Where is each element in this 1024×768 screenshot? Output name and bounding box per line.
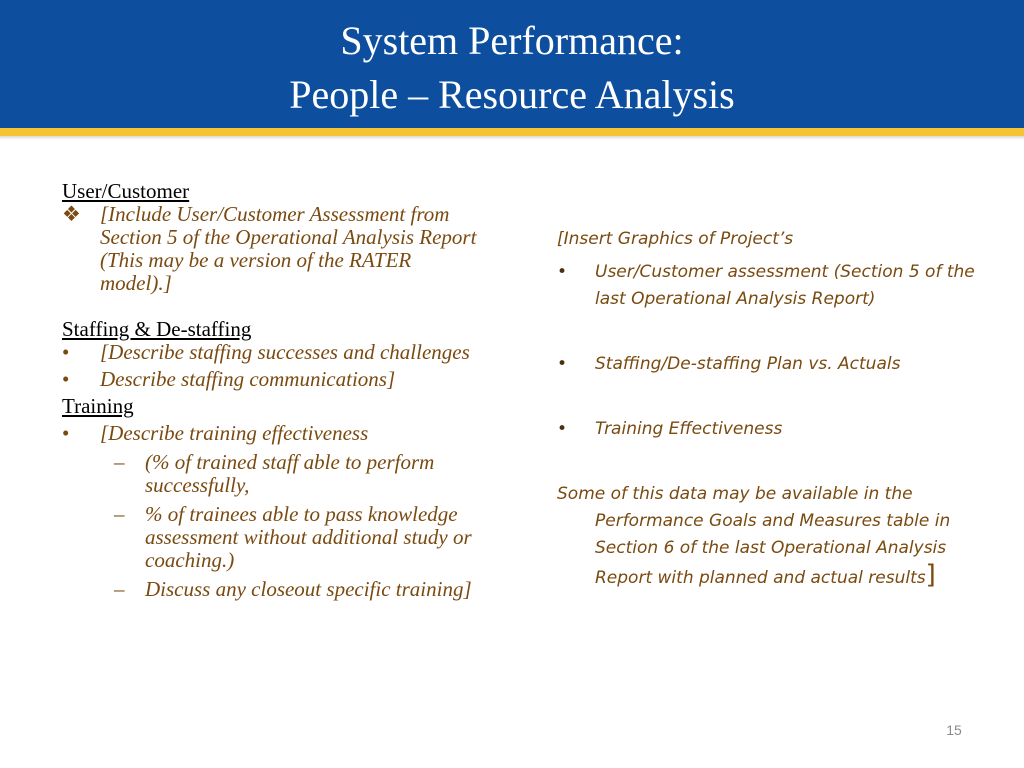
sub-list-item	[62, 451, 482, 497]
left-content-column	[62, 180, 482, 601]
note-text: Some of this data may be available in the Performance Goals and Measures table in Section 6 of the last Operational Analysis Report with planned and actual results	[557, 484, 951, 588]
title-stripe-shadow	[0, 136, 1024, 140]
sub-list-item	[62, 503, 482, 572]
list-item-text: Training Effectiveness	[595, 419, 783, 439]
bullet-icon: •	[62, 367, 70, 391]
list-item-text: [Describe training effectiveness	[100, 421, 369, 445]
sub-list-item	[62, 578, 482, 601]
list-item	[557, 351, 1005, 378]
list-item-text: [Describe staffing successes and challenges	[100, 340, 470, 364]
graphics-placeholder-intro: [Insert Graphics of Project’s	[557, 229, 794, 249]
list-item-text: User/Customer assessment (Section 5 of the last Operational Analysis Report)	[595, 262, 975, 309]
section-heading-training: Training	[62, 394, 134, 418]
list-item-text: Staffing/De-staffing Plan vs. Actuals	[595, 354, 901, 374]
bullet-icon: •	[557, 419, 568, 439]
list-item	[62, 341, 482, 364]
bullet-icon: •	[557, 262, 568, 282]
title-accent-stripe	[0, 128, 1024, 136]
sub-list-item-text: % of trainees able to pass knowledge assessment without additional study or coaching.)	[145, 502, 472, 572]
dash-bullet-icon: –	[114, 577, 125, 601]
data-availability-note	[557, 481, 1005, 592]
list-item	[62, 203, 482, 295]
bullet-icon: •	[557, 354, 568, 374]
list-item	[62, 368, 482, 391]
dash-bullet-icon: –	[114, 502, 125, 526]
list-item-text: [Include User/Customer Assessment from Section 5 of the Operational Analysis Report (This may be a version of the RATER model).]	[100, 202, 477, 295]
bullet-icon: •	[62, 340, 70, 364]
sub-list-item-text: (% of trained staff able to perform successfully,	[145, 450, 435, 497]
sub-list-item-text: Discuss any closeout specific training]	[145, 577, 472, 601]
list-item	[557, 416, 1005, 443]
bullet-icon: •	[62, 421, 70, 445]
diamond-bullet-icon: ❖	[62, 202, 81, 226]
closing-bracket: ]	[925, 560, 936, 590]
list-item	[557, 259, 1005, 313]
dash-bullet-icon: –	[114, 450, 125, 474]
section-heading-staffing: Staffing & De-staffing	[62, 317, 252, 341]
slide-title-line-1: System Performance:	[340, 18, 684, 63]
list-item	[62, 422, 482, 445]
slide-title-line-2: People – Resource Analysis	[289, 72, 735, 117]
slide-title	[0, 14, 1024, 122]
section-heading-user-customer: User/Customer	[62, 179, 190, 203]
right-content-column	[557, 226, 1005, 592]
slide-number: 15	[946, 722, 962, 738]
list-item-text: Describe staffing communications]	[100, 367, 396, 391]
